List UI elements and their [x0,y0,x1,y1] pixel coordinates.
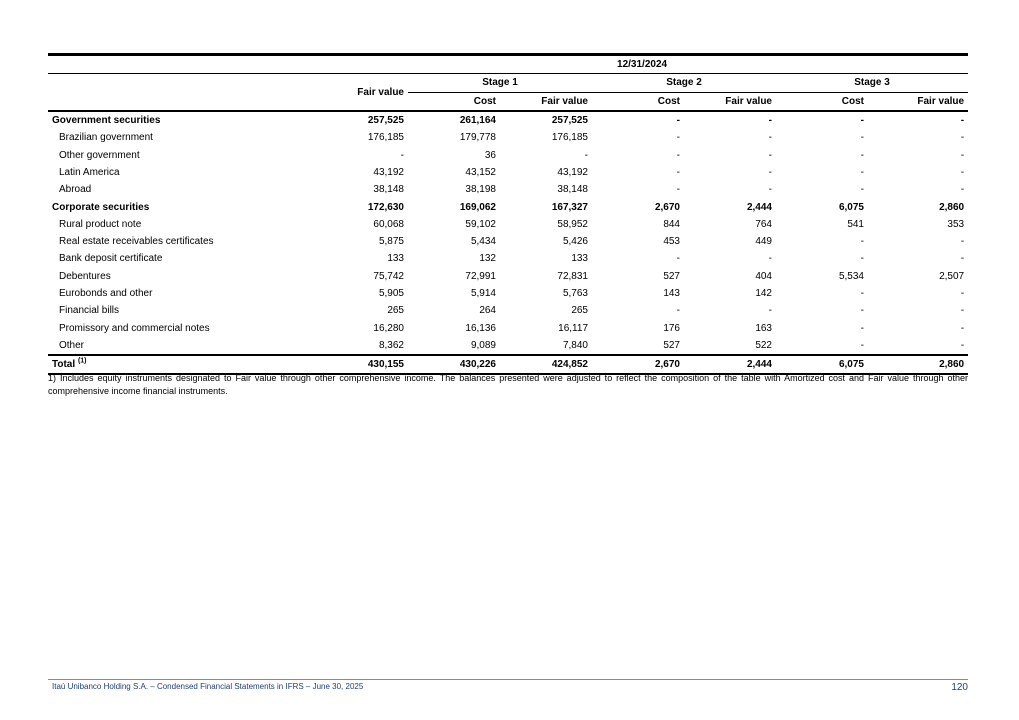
table-cell: 449 [755,236,772,248]
table-cell: - [676,253,680,265]
table-cell: 143 [663,288,680,299]
row-label: Real estate receivables certificates [59,236,214,248]
table-cell: - [768,115,772,127]
table-cell: 8,362 [378,339,404,351]
footnote: 1) Includes equity instruments designated to Fair value through other comprehensive income. The balances presented were adjusted to reflect the composition of the table with Amortized cost and Fair value through other comprehensive income financial instruments. [48,373,968,396]
table-cell: - [860,132,864,144]
table-cell: 38,148 [373,184,404,196]
table-cell: 176,185 [367,132,404,144]
page-number: 120 [951,682,968,693]
footer-divider [48,679,968,680]
table-cell: - [676,132,680,144]
table-cell: - [860,305,864,317]
table-cell: 264 [479,305,496,317]
total-cell: 430,226 [408,355,500,374]
table-cell: 169,062 [459,201,496,213]
group-row [48,198,968,215]
table-row [48,129,968,146]
table-cell: 7,840 [562,339,588,351]
table-cell: 527 [663,270,680,282]
stage1-fair-value-header: Fair value [500,92,592,111]
table-cell: 133 [571,253,588,265]
table-cell: - [960,184,965,196]
table-cell: 5,763 [562,288,588,299]
table-row [48,319,968,336]
table-cell: - [768,149,772,161]
table-cell: 9,089 [470,339,496,351]
table-cell: - [676,115,680,127]
table-cell: - [960,149,965,161]
table-cell: - [584,149,588,161]
table-cell: 163 [755,322,772,334]
table-cell: 142 [755,288,772,299]
table-cell: 176 [663,322,680,334]
table-cell: 257,525 [367,115,404,127]
table-cell: - [960,288,965,299]
table-cell: 59,102 [465,218,496,230]
table-body [48,111,968,355]
table-cell: 265 [387,305,404,317]
table-cell: 58,952 [557,218,588,230]
table-cell: 75,742 [373,270,404,282]
row-label: Debentures [59,270,111,282]
table-cell: - [960,253,965,265]
stage2-fair-value-header: Fair value [684,92,776,111]
period-header-row [48,55,968,74]
table-cell: 527 [663,339,680,351]
table-cell: - [960,339,965,351]
row-label: Abroad [59,184,92,196]
period-header: 12/31/2024 [316,55,968,74]
table-cell: 72,831 [557,270,588,282]
table-row [48,146,968,163]
total-cell: 424,852 [500,355,592,374]
table-cell: 265 [571,305,588,317]
table-cell: - [400,149,404,161]
table-cell: 2,860 [939,201,965,213]
sub-header-row [48,92,968,111]
total-label-text: Total [52,359,76,371]
table-cell: - [860,288,864,299]
table-cell: 2,670 [654,201,680,213]
table-cell: 38,198 [465,184,496,196]
footer-text: Itaú Unibanco Holding S.A. – Condensed Financial Statements in IFRS – June 30, 2025 [52,682,364,691]
table-cell: 353 [947,218,965,230]
table-cell: 172,630 [367,201,404,213]
table-cell: - [768,305,772,317]
row-label: Government securities [52,115,161,127]
table-cell: 60,068 [373,218,404,230]
table-cell: 167,327 [551,201,588,213]
total-cell: 6,075 [776,355,868,374]
table-cell: - [960,115,965,127]
table-cell: - [768,166,772,178]
table-row [48,337,968,355]
table-cell: 541 [847,218,864,230]
table-cell: - [860,149,864,161]
total-cell: 2,860 [868,355,968,374]
table-cell: - [860,322,864,334]
table-row [48,216,968,233]
table-cell: 43,152 [465,166,496,178]
table-row [48,233,968,250]
table-cell: 2,507 [939,270,965,282]
table-cell: 5,534 [838,270,864,282]
row-label: Bank deposit certificate [59,253,163,265]
table-cell: 5,914 [470,288,496,299]
table-cell: 764 [755,218,772,230]
group-row [48,111,968,129]
table-cell: - [768,132,772,144]
table-cell: 16,280 [373,322,404,334]
stage3-cost-header: Cost [776,92,868,111]
table-cell: - [768,184,772,196]
table-cell: - [960,236,965,248]
table-cell: - [676,305,680,317]
total-cell: 430,155 [316,355,408,374]
header-blank [48,74,316,92]
table-cell: 133 [387,253,404,265]
table-cell: 36 [484,149,496,161]
table-cell: 261,164 [459,115,496,127]
table-cell: 38,148 [557,184,588,196]
total-cell: 2,444 [684,355,776,374]
header-blank [48,92,316,111]
row-label: Eurobonds and other [59,288,153,299]
table-cell: - [860,236,864,248]
table-cell: 5,426 [562,236,588,248]
row-label: Promissory and commercial notes [59,322,210,334]
total-footnote-ref: (1) [77,357,87,365]
table-cell: - [860,115,864,127]
stage2-header: Stage 2 [592,74,776,92]
table-row [48,285,968,302]
table-cell: - [860,166,864,178]
table-row [48,181,968,198]
table-cell: - [676,149,680,161]
stage2-cost-header: Cost [592,92,684,111]
table-cell: 257,525 [551,115,588,127]
table-cell: 6,075 [838,201,864,213]
table-cell: 5,875 [378,236,404,248]
total-cell: 2,670 [592,355,684,374]
table-cell: - [676,166,680,178]
table-cell: 72,991 [465,270,496,282]
table-cell: 16,136 [465,322,496,334]
table-cell: 844 [663,218,680,230]
table-cell: - [860,339,864,351]
table-cell: - [960,305,965,317]
table-cell: 43,192 [373,166,404,178]
header-blank [48,55,316,74]
row-label: Corporate securities [52,201,150,213]
table-cell: 132 [479,253,496,265]
table-cell: - [860,253,864,265]
table-row [48,164,968,181]
table-cell: 2,444 [746,201,772,213]
table-cell: 404 [755,270,772,282]
table-cell: 176,185 [551,132,588,144]
table-cell: 16,117 [558,322,588,334]
row-label: Financial bills [59,305,120,317]
stage1-cost-header: Cost [408,92,500,111]
fair-value-table-container [48,53,968,375]
stage1-header: Stage 1 [408,74,592,92]
table-cell: 5,905 [378,288,404,299]
table-cell: - [676,184,680,196]
fair-value-table [48,53,968,375]
table-cell: - [960,322,965,334]
stage3-fair-value-header: Fair value [868,92,968,111]
table-row [48,268,968,285]
fair-value-header: Fair value [316,74,408,111]
stage-header-row [48,74,968,92]
row-label: Latin America [59,166,120,178]
table-cell: 5,434 [470,236,496,248]
row-label: Rural product note [59,218,142,230]
table-row [48,250,968,267]
table-cell: - [860,184,864,196]
row-label: Other [59,339,85,351]
table-cell: - [768,253,772,265]
table-cell: - [960,166,965,178]
row-label: Brazilian government [59,132,153,144]
table-cell: - [960,132,965,144]
table-row [48,302,968,319]
table-cell: 179,778 [459,132,496,144]
table-cell: 522 [755,339,772,351]
table-cell: 453 [663,236,680,248]
row-label: Other government [59,149,140,161]
table-cell: 43,192 [557,166,588,178]
stage3-header: Stage 3 [776,74,968,92]
